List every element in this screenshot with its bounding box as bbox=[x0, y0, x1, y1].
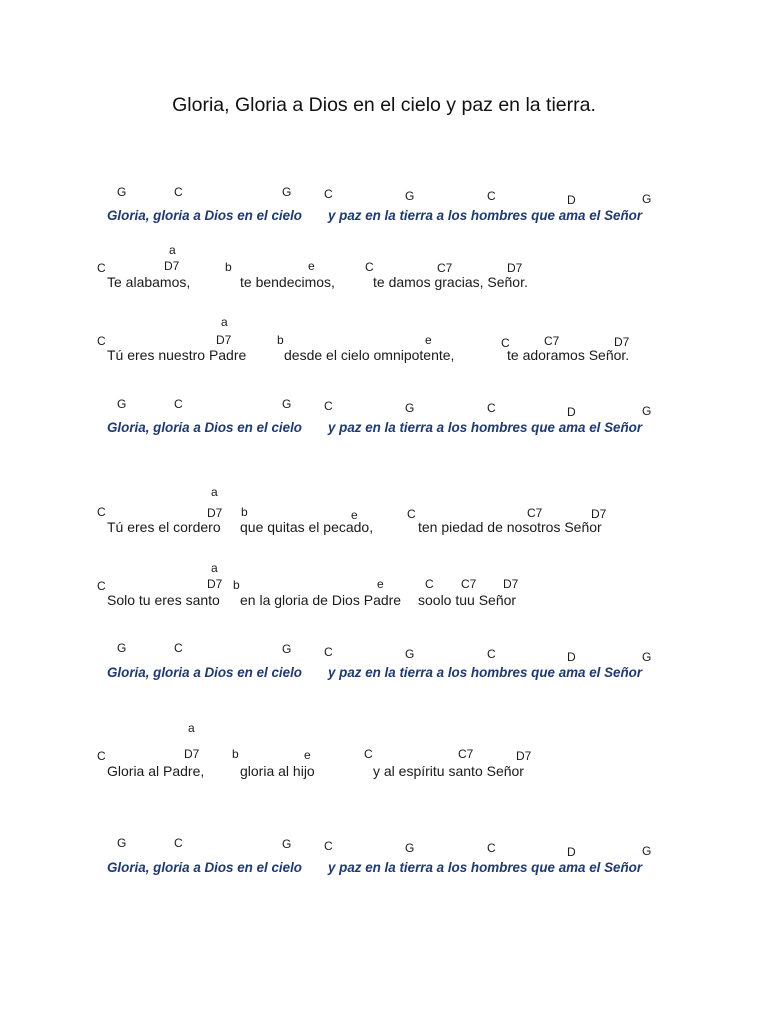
chord: C bbox=[97, 579, 106, 593]
chord: G bbox=[117, 641, 127, 655]
chord: D bbox=[567, 405, 576, 419]
chord: C bbox=[324, 399, 333, 413]
chord: G bbox=[282, 837, 292, 851]
chord: e bbox=[308, 259, 315, 273]
chord: C bbox=[487, 189, 496, 203]
chord: b bbox=[232, 747, 239, 761]
chord: e bbox=[351, 508, 358, 522]
lyric-segment: te damos gracias, Señor. bbox=[373, 274, 528, 290]
lyric-segment: gloria al hijo bbox=[240, 763, 315, 779]
chord: D7 bbox=[516, 749, 532, 763]
chord: C bbox=[97, 261, 106, 275]
lyric-segment: que quitas el pecado, bbox=[240, 519, 374, 535]
chord: e bbox=[377, 577, 384, 591]
lyric-segment: Gloria, gloria a Dios en el cielo bbox=[107, 665, 302, 680]
lyric-segment: desde el cielo omnipotente, bbox=[284, 347, 455, 363]
chord: C bbox=[501, 336, 510, 350]
chord: D bbox=[567, 845, 576, 859]
chord: C7 bbox=[437, 261, 453, 275]
chord: b bbox=[225, 260, 232, 274]
chord: C7 bbox=[544, 334, 560, 348]
lyric-segment: y paz en la tierra a los hombres que ama el Señor bbox=[328, 420, 643, 435]
chord: G bbox=[642, 844, 652, 858]
lyric-segment: Gloria, gloria a Dios en el cielo bbox=[107, 420, 302, 435]
chord: C7 bbox=[458, 747, 474, 761]
chord: C bbox=[365, 260, 374, 274]
chord: C bbox=[174, 397, 183, 411]
lyric-segment: Solo tu eres santo bbox=[107, 592, 220, 608]
lyric-segment: Te alabamos, bbox=[107, 274, 191, 290]
chord: G bbox=[642, 650, 652, 664]
lyric-segment: y paz en la tierra a los hombres que ama el Señor bbox=[328, 860, 643, 875]
lyric-segment: y paz en la tierra a los hombres que ama el Señor bbox=[328, 208, 643, 223]
chord: C bbox=[174, 641, 183, 655]
lyric-segment: Gloria, gloria a Dios en el cielo bbox=[107, 208, 302, 223]
chord: G bbox=[117, 185, 127, 199]
chord: C bbox=[174, 185, 183, 199]
chord: C bbox=[487, 401, 496, 415]
chord: G bbox=[642, 192, 652, 206]
lyric-segment: te adoramos Señor. bbox=[507, 347, 630, 363]
chord: C bbox=[487, 647, 496, 661]
chord: C bbox=[425, 577, 434, 591]
chord: G bbox=[405, 189, 415, 203]
chord: G bbox=[405, 647, 415, 661]
chord: b bbox=[277, 333, 284, 347]
chord: C bbox=[97, 749, 106, 763]
song-title: Gloria, Gloria a Dios en el cielo y paz en la tierra. bbox=[172, 94, 596, 116]
lyric-segment: Tú eres nuestro Padre bbox=[107, 347, 247, 363]
chord: C bbox=[487, 841, 496, 855]
chord: D7 bbox=[503, 577, 519, 591]
lyric-segment: te bendecimos, bbox=[240, 274, 335, 290]
chord: D7 bbox=[614, 335, 630, 349]
chord: e bbox=[304, 748, 311, 762]
chord: C7 bbox=[461, 577, 477, 591]
lyric-segment: y al espíritu santo Señor bbox=[373, 763, 524, 779]
lyric-segment: soolo tuu Señor bbox=[418, 592, 517, 608]
chord: a bbox=[221, 315, 228, 329]
chord: a bbox=[188, 721, 195, 735]
chord: a bbox=[169, 243, 176, 257]
lyric-segment: en la gloria de Dios Padre bbox=[240, 592, 402, 608]
chord: C7 bbox=[527, 506, 543, 520]
chord: C bbox=[364, 747, 373, 761]
chord: C bbox=[324, 839, 333, 853]
chord: G bbox=[282, 185, 292, 199]
chord: G bbox=[282, 642, 292, 656]
chord: D7 bbox=[591, 507, 607, 521]
chord: C bbox=[97, 505, 106, 519]
chord: G bbox=[405, 401, 415, 415]
chord: D7 bbox=[216, 333, 232, 347]
chord: C bbox=[97, 334, 106, 348]
chord: G bbox=[405, 841, 415, 855]
lyric-segment: ten piedad de nosotros Señor bbox=[418, 519, 602, 535]
chord: a bbox=[211, 485, 218, 499]
chord: D7 bbox=[164, 259, 180, 273]
lyric-segment: Gloria al Padre, bbox=[107, 763, 205, 779]
chord: a bbox=[211, 561, 218, 575]
chord: C bbox=[174, 836, 183, 850]
lyric-segment: Gloria, gloria a Dios en el cielo bbox=[107, 860, 302, 875]
lyric-segment: y paz en la tierra a los hombres que ama el Señor bbox=[328, 665, 643, 680]
chord: C bbox=[324, 187, 333, 201]
chord: D7 bbox=[184, 747, 200, 761]
chord: D7 bbox=[207, 577, 223, 591]
chord: G bbox=[642, 404, 652, 418]
chord: D bbox=[567, 193, 576, 207]
chord: e bbox=[425, 333, 432, 347]
chord: b bbox=[233, 578, 240, 592]
chord: C bbox=[324, 645, 333, 659]
chord: G bbox=[282, 397, 292, 411]
chord: G bbox=[117, 397, 127, 411]
chord: D7 bbox=[507, 261, 523, 275]
chord: D bbox=[567, 650, 576, 664]
chord: G bbox=[117, 836, 127, 850]
chord: b bbox=[241, 505, 248, 519]
lyric-segment: Tú eres el cordero bbox=[107, 519, 221, 535]
chord: D7 bbox=[207, 506, 223, 520]
chord: C bbox=[407, 507, 416, 521]
